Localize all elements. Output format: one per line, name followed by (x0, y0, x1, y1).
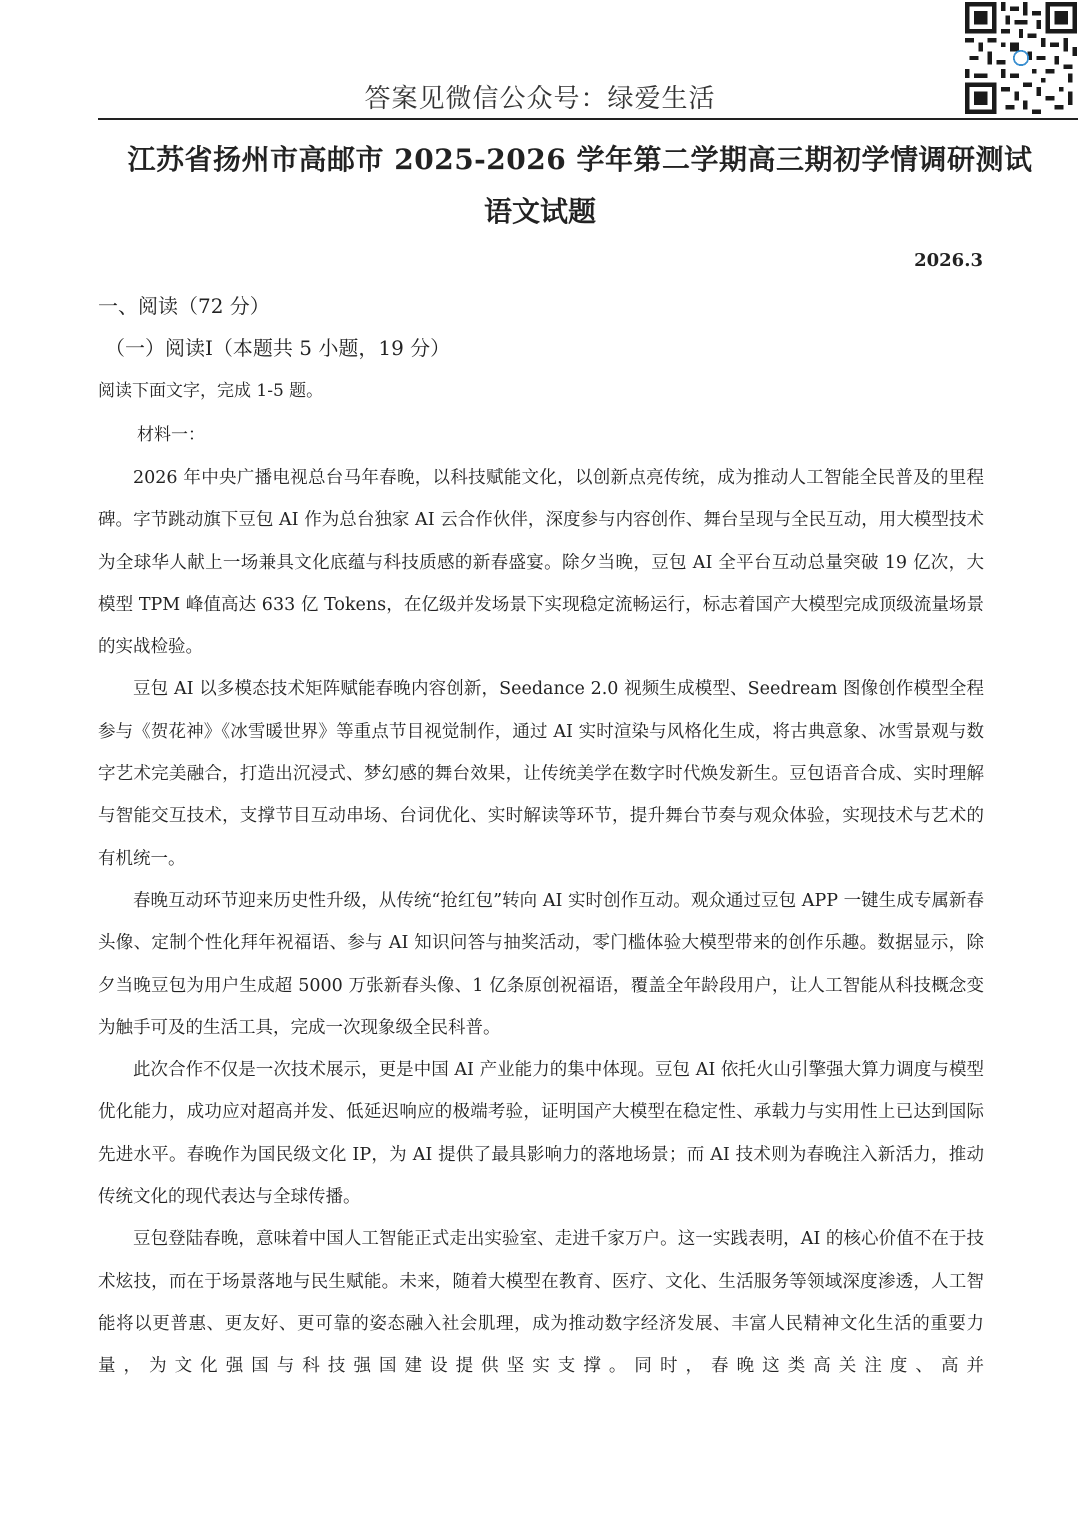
subsection-heading: （一）阅读Ⅰ（本题共 5 小题，19 分） (105, 336, 451, 360)
passage-paragraph: 春晚互动环节迎来历史性升级，从传统“抢红包”转向 AI 实时创作互动。观众通过豆包 APP 一键生成专属新春头像、定制个性化拜年祝福语、参与 AI 知识问答与抽奖活动，零门槛体验大模型带来的创作乐趣。数据显示，除夕当晚豆包为用户生成超 5000 万张新春头像、1 亿条原创祝福语，覆盖全年龄段用户，让人工智能从科技概念变为触手可及的生活工具，完成一次现象级全民科普。 (98, 890, 984, 1038)
promo-header: 答案见微信公众号：绿爱生活 (364, 84, 716, 114)
passage-paragraph: 此次合作不仅是一次技术展示，更是中国 AI 产业能力的集中体现。豆包 AI 依托火山引擎强大算力调度与模型优化能力，成功应对超高并发、低延迟响应的极端考验，证明国产大模型在稳定性、承载力与实用性上已达到国际先进水平。春晚作为国民级文化 IP，为 AI 提供了最具影响力的落地场景；而 AI 技术则为春晚注入新活力，推动传统文化的现代表达与全球传播。 (98, 1060, 984, 1208)
exam-date: 2026.3 (914, 250, 983, 271)
passage-paragraph: 豆包 AI 以多模态技术矩阵赋能春晚内容创新，Seedance 2.0 视频生成模型、Seedream 图像创作模型全程参与《贺花神》《冰雪暖世界》等重点节目视觉制作，通过 AI 实时渲染与风格化生成，将古典意象、冰雪景观与数字艺术完美融合，打造出沉浸式、梦幻感的舞台效果，让传统美学在数字时代焕发新生。豆包语音合成、实时理解与智能交互技术，支撑节目互动串场、台词优化、实时解读等环节，提升舞台节奏与观众体验，实现技术与艺术的有机统一。 (98, 679, 984, 869)
exam-title: 江苏省扬州市高邮市 2025-2026 学年第二学期高三期初学情调研测试 (127, 143, 1033, 176)
header-divider (98, 118, 1078, 120)
material-label: 材料一： (137, 425, 205, 445)
passage-body (98, 457, 984, 1388)
reading-instruction: 阅读下面文字，完成 1-5 题。 (98, 381, 324, 401)
passage-paragraph: 2026 年中央广播电视总台马年春晚，以科技赋能文化，以创新点亮传统，成为推动人工智能全民普及的里程碑。字节跳动旗下豆包 AI 作为总台独家 AI 云合作伙伴，深度参与内容创作、舞台呈现与全民互动，用大模型技术为全球华人献上一场兼具文化底蕴与科技质感的新春盛宴。除夕当晚，豆包 AI 全平台互动总量突破 19 亿次，大模型 TPM 峰值高达 633 亿 Tokens，在亿级并发场景下实现稳定流畅运行，标志着国产大模型完成顶级流量场景的实战检验。 (98, 468, 984, 658)
passage-paragraph: 豆包登陆春晚，意味着中国人工智能正式走出实验室、走进千家万户。这一实践表明，AI 的核心价值不在于技术炫技，而在于场景落地与民生赋能。未来，随着大模型在教育、医疗、文化、生活服务等领域深度渗透，人工智能将以更普惠、更友好、更可靠的姿态融入社会肌理，成为推动数字经济发展、丰富人民精神文化生活的重要力量，为文化强国与科技强国建设提供坚实支撑。同时，春晚这类高关注度、高并 (98, 1229, 984, 1377)
section-heading: 一、阅读（72 分） (98, 294, 270, 318)
exam-subject: 语文试题 (483, 195, 596, 228)
